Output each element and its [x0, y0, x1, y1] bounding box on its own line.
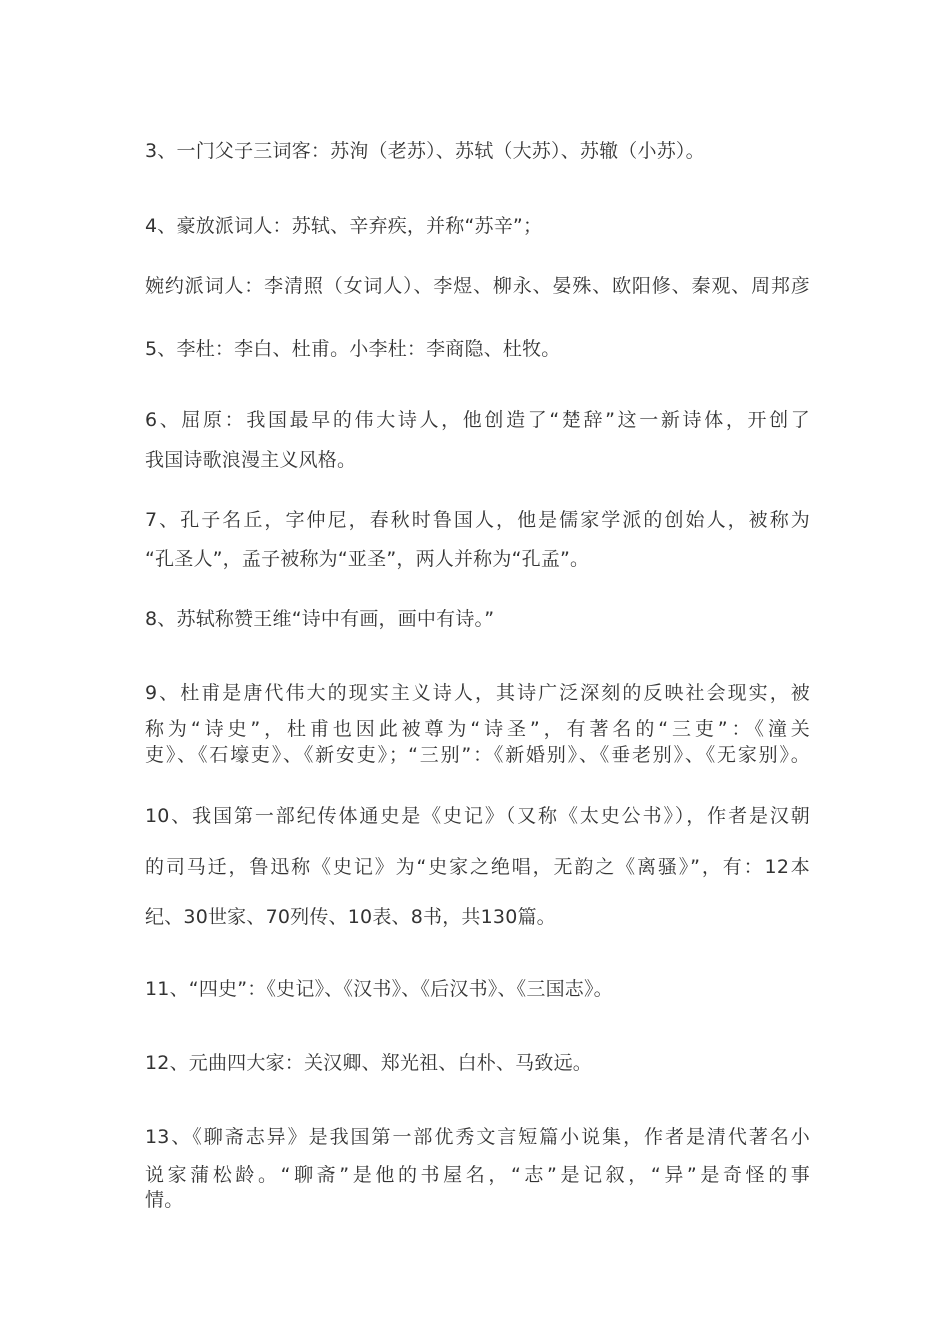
item-5-line: 5、李杜：李白、杜甫。小李杜：李商隐、杜牧。: [145, 338, 561, 360]
item-13-line-1: 13、《聊斋志异》是我国第一部优秀文言短篇小说集，作者是清代著名小: [145, 1126, 810, 1148]
item-3-line: 3、一门父子三词客：苏洵（老苏）、苏轼（大苏）、苏辙（小苏）。: [145, 140, 705, 162]
item-10-line-2: 的司马迁，鲁迅称《史记》为“史家之绝唱，无韵之《离骚》”，有：12本: [145, 856, 810, 878]
item-7-line-2: “孔圣人”，孟子被称为“亚圣”，两人并称为“孔孟”。: [145, 548, 590, 570]
item-11-line: 11、“四史”：《史记》、《汉书》、《后汉书》、《三国志》。: [145, 978, 613, 1000]
item-9-line-1: 9、杜甫是唐代伟大的现实主义诗人，其诗广泛深刻的反映社会现实，被: [145, 682, 810, 704]
item-4-line: 4、豪放派词人：苏轼、辛弃疾，并称“苏辛”；: [145, 215, 543, 237]
item-9-line-2: 称为“诗史”，杜甫也因此被尊为“诗圣”，有著名的“三吏”：《潼关: [145, 718, 810, 740]
item-13-line-2: 说家蒲松龄。“聊斋”是他的书屋名，“志”是记叙，“异”是奇怪的事: [145, 1164, 810, 1186]
item-12-line: 12、元曲四大家：关汉卿、郑光祖、白朴、马致远。: [145, 1052, 592, 1074]
item-9-line-3: 吏》、《石壕吏》、《新安吏》；“三别”：《新婚别》、《垂老别》、《无家别》。: [145, 744, 810, 766]
item-10-line-3: 纪、30世家、70列传、10表、8书，共130篇。: [145, 906, 556, 928]
item-8-line: 8、苏轼称赞王维“诗中有画，画中有诗。”: [145, 608, 495, 630]
item-6-line-2: 我国诗歌浪漫主义风格。: [145, 449, 357, 471]
item-6-line-1: 6、屈原：我国最早的伟大诗人，他创造了“楚辞”这一新诗体，开创了: [145, 409, 810, 431]
item-13-line-3: 情。: [145, 1189, 184, 1211]
item-4-wanyue-line: 婉约派词人：李清照（女词人）、李煜、柳永、晏殊、欧阳修、秦观、周邦彦: [145, 275, 810, 297]
item-7-line-1: 7、孔子名丘，字仲尼，春秋时鲁国人，他是儒家学派的创始人，被称为: [145, 509, 810, 531]
item-10-line-1: 10、我国第一部纪传体通史是《史记》（又称《太史公书》），作者是汉朝: [145, 805, 810, 827]
